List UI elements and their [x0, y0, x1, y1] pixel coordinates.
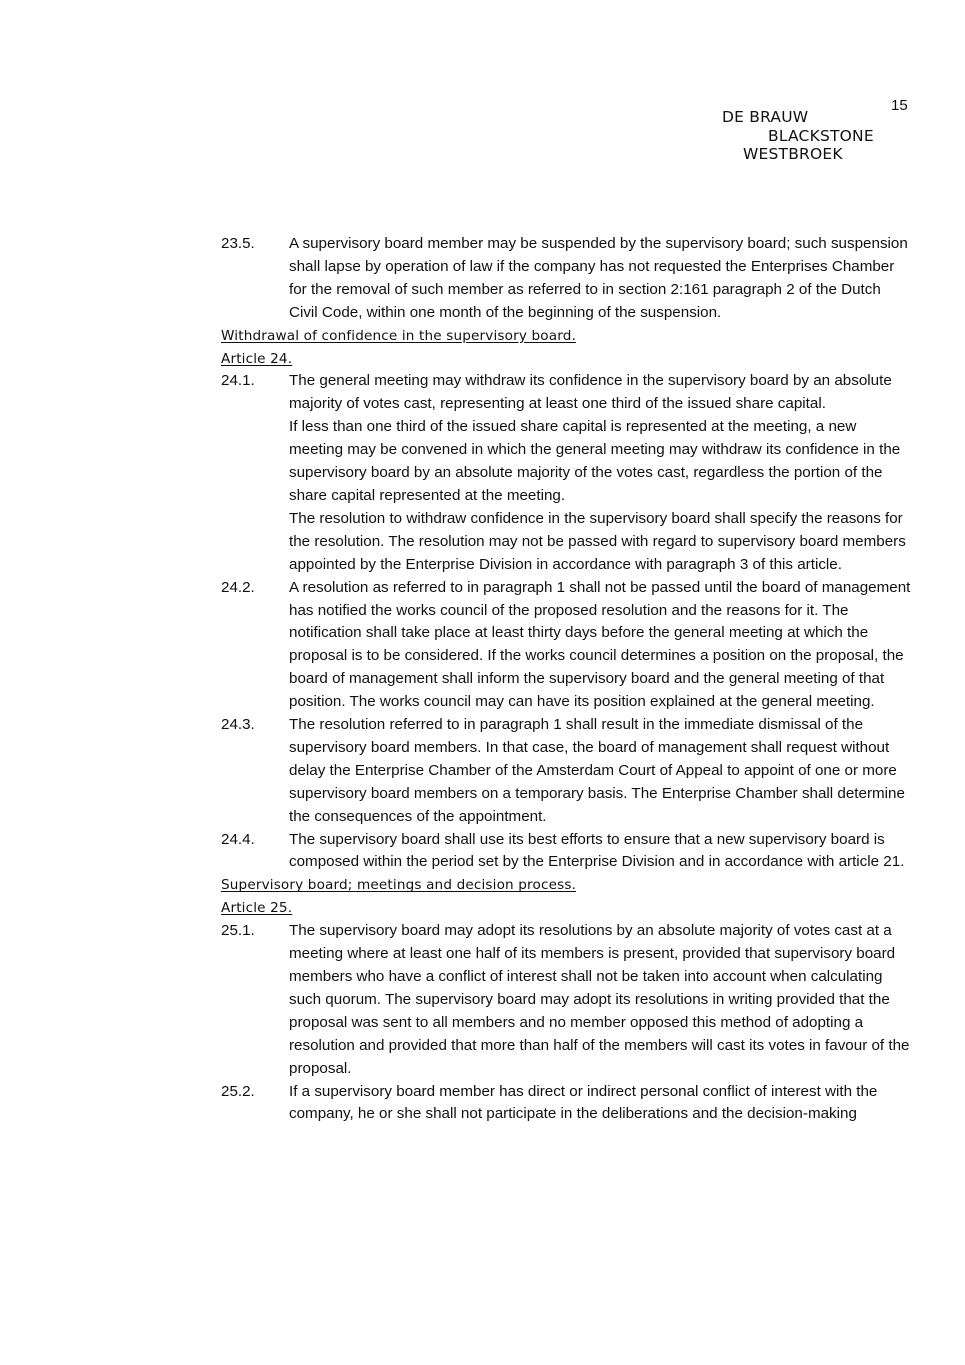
article-25-heading: Article 25. — [221, 900, 293, 917]
clause-text — [289, 577, 911, 714]
clause-23-5 — [221, 233, 911, 325]
clause-paragraph: The resolution referred to in paragraph 1 shall result in the immediate dismissal of the supervisory board members. In that case, the board of management shall request without delay the Enterprise Chamber of the Amsterdam Court of Appeal to appoint of one or more supervisory board members on a temporary basis. The Enterprise Chamber shall determine the consequences of the appointment. — [289, 716, 905, 825]
page-number: 15 — [891, 97, 908, 114]
clause-paragraph: The supervisory board may adopt its resolutions by an absolute majority of votes cast at a meeting where at least one half of its members is present, provided that supervisory board members who have a conflict of interest shall not be taken into account when calculating such quorum. The supervisory board may adopt its resolutions in writing provided that the proposal was sent to all members and no member opposed this method of adopting a resolution and provided that more than half of the members will cast its votes in favour of the proposal. — [289, 922, 910, 1077]
clause-paragraph: The resolution to withdraw confidence in the supervisory board shall specify the reasons for the resolution. The resolution may not be passed with regard to supervisory board members appointed by the Enterprise Division in accordance with paragraph 3 of this article. — [289, 509, 906, 573]
clause-24-1 — [221, 370, 911, 576]
firm-logo — [722, 108, 874, 164]
clause-text — [289, 920, 911, 1080]
clause-paragraph: If less than one third of the issued share capital is represented at the meeting, a new meeting may be convened in which the general meeting may withdraw its confidence in the supervisory board by an absolute majority of the votes cast, regardless the portion of the share capital represented at the meeting. — [289, 418, 901, 504]
clause-25-1 — [221, 920, 911, 1080]
clause-24-2 — [221, 577, 911, 714]
clause-number: 24.4. — [221, 830, 255, 848]
clause-text — [289, 370, 911, 576]
clause-text — [289, 829, 911, 875]
clause-text — [289, 233, 911, 325]
logo-line-2: BLACKSTONE — [768, 126, 874, 145]
document-body — [221, 233, 911, 1126]
clause-paragraph: The general meeting may withdraw its confidence in the supervisory board by an absolute majority of votes cast, representing at least one third of the issued share capital. — [289, 372, 892, 413]
clause-paragraph: A resolution as referred to in paragraph 1 shall not be passed until the board of management has notified the works council of the proposed resolution and the reasons for it. The notification shall take place at least thirty days before the general meeting at which the proposal is to be considered. If the works council determines a position on the proposal, the board of management shall inform the supervisory board and the general meeting of that position. The works council may can have its position explained at the general meeting. — [289, 578, 911, 711]
clause-number: 25.2. — [221, 1082, 255, 1100]
clause-text — [289, 714, 911, 829]
clause-24-4 — [221, 829, 911, 875]
clause-24-3 — [221, 714, 911, 829]
section-heading-withdrawal: Withdrawal of confidence in the supervisory board. — [221, 327, 576, 344]
logo-line-1: DE BRAUW — [722, 108, 809, 126]
article-24-heading: Article 24. — [221, 350, 293, 367]
clause-number: 25.1. — [221, 922, 255, 940]
clause-number: 24.1. — [221, 372, 255, 390]
clause-number: 23.5. — [221, 235, 255, 252]
clause-text — [289, 1081, 911, 1127]
clause-paragraph: The supervisory board shall use its best efforts to ensure that a new supervisory board is composed within the period set by the Enterprise Division and in accordance with article 21. — [289, 830, 905, 871]
logo-line-3: WESTBROEK — [743, 145, 843, 163]
clause-number: 24.3. — [221, 716, 255, 734]
clause-25-2 — [221, 1081, 911, 1127]
section-heading-meetings: Supervisory board; meetings and decision process. — [221, 877, 577, 894]
clause-paragraph: A supervisory board member may be suspended by the supervisory board; such suspension shall lapse by operation of law if the company has not requested the Enterprises Chamber for the removal of such member as referred to in section 2:161 paragraph 2 of the Dutch Civil Code, within one month of the beginning of the suspension. — [289, 235, 908, 321]
clause-number: 24.2. — [221, 578, 255, 596]
clause-paragraph: If a supervisory board member has direct or indirect personal conflict of interest with the company, he or she shall not participate in the deliberations and the decision-making — [289, 1082, 878, 1123]
